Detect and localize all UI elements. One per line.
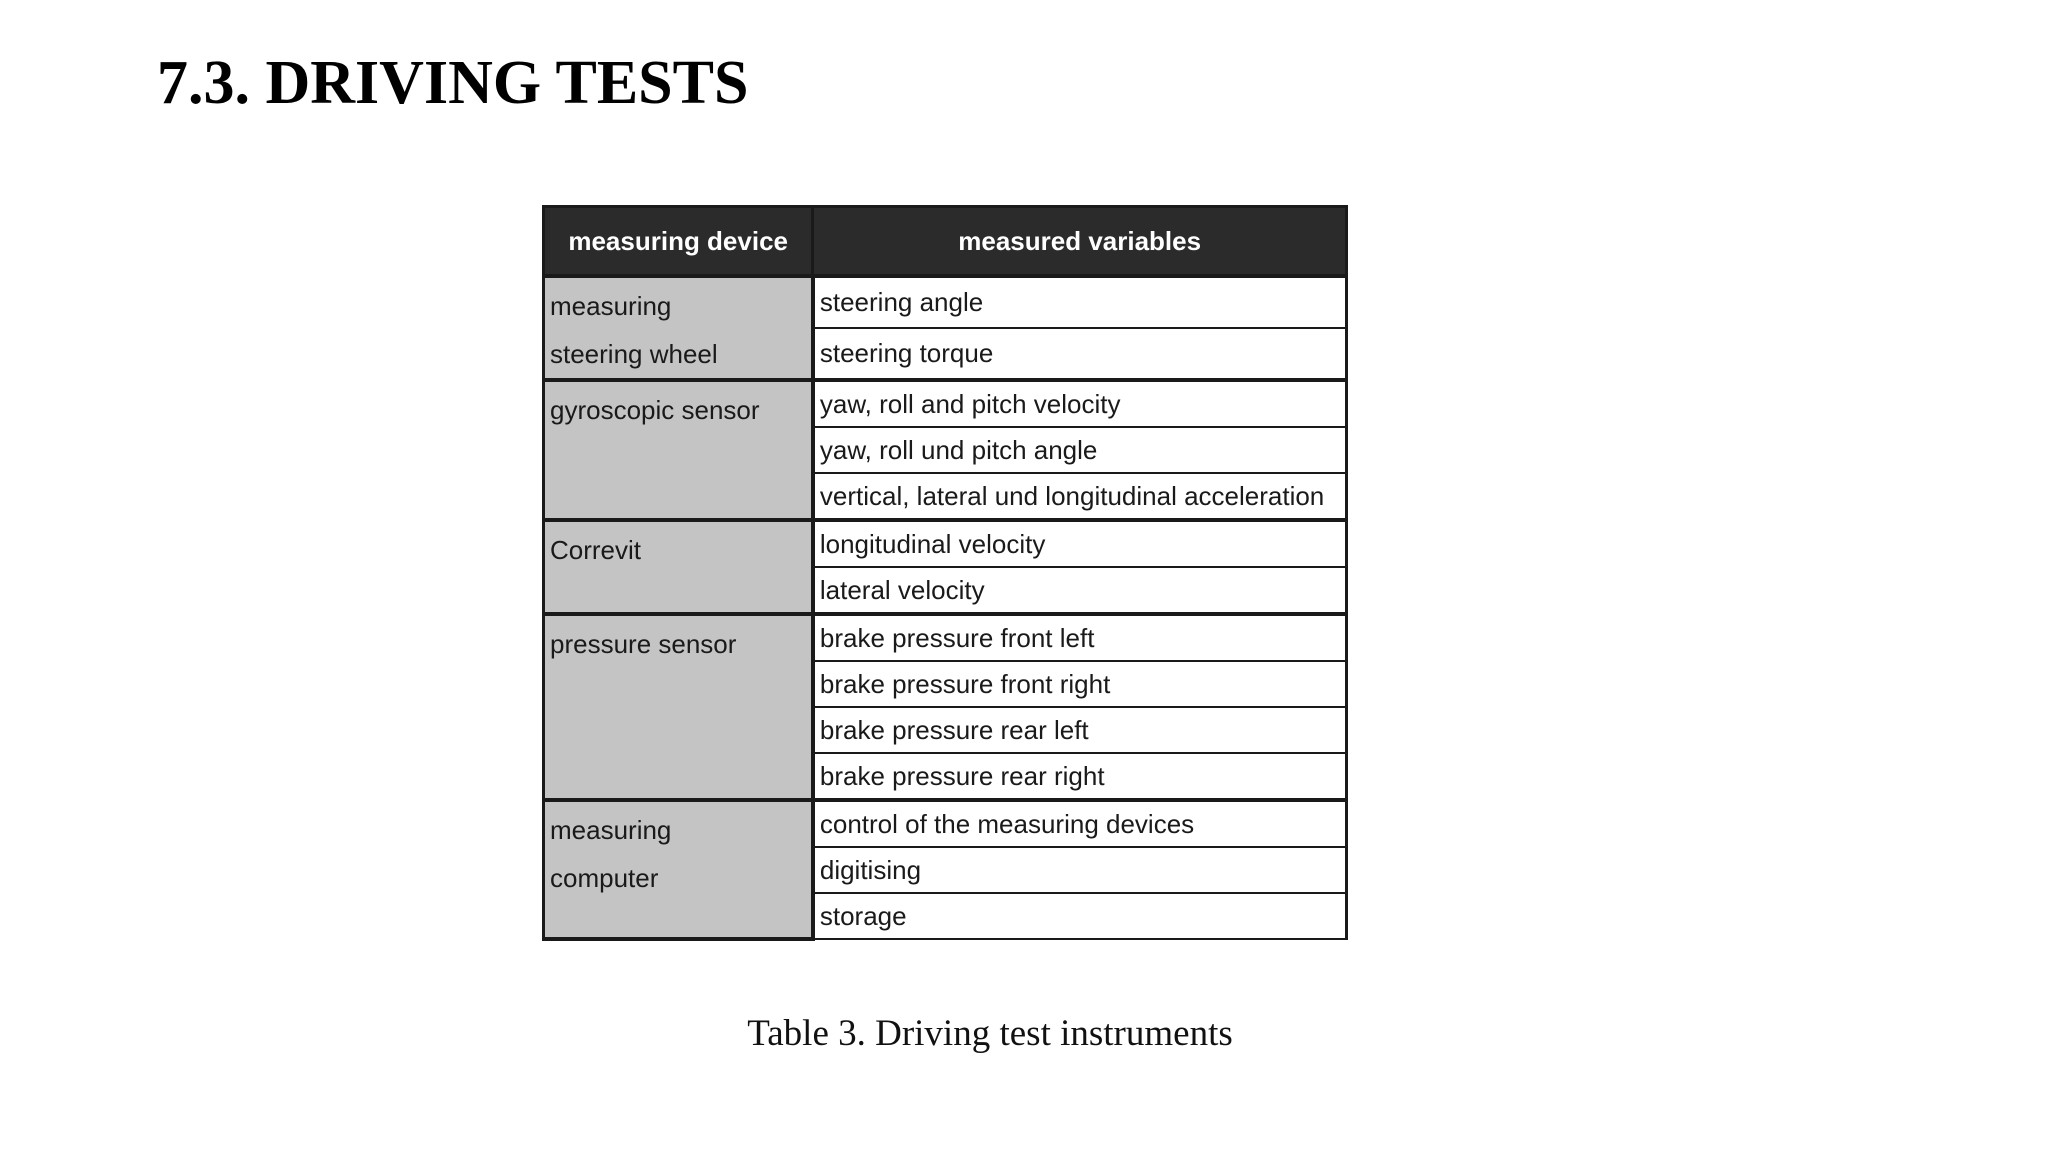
- table-body: [544, 276, 1347, 939]
- table-row: [544, 520, 1347, 567]
- device-name-line: steering wheel: [550, 339, 718, 369]
- variable-cell: steering torque: [813, 328, 1347, 380]
- variable-cell: vertical, lateral und longitudinal acceleration: [813, 473, 1347, 520]
- variable-cell: longitudinal velocity: [813, 520, 1347, 567]
- device-name-line: measuring: [550, 815, 672, 845]
- variable-cell: brake pressure rear left: [813, 707, 1347, 753]
- device-cell: [544, 380, 813, 520]
- table-row: [544, 380, 1347, 427]
- device-cell: [544, 276, 813, 380]
- variable-cell: yaw, roll und pitch angle: [813, 427, 1347, 473]
- device-name-line: gyroscopic sensor: [550, 395, 760, 425]
- variable-cell: control of the measuring devices: [813, 800, 1347, 847]
- table-row: [544, 614, 1347, 661]
- column-header-variables: measured variables: [813, 207, 1347, 277]
- table-header-row: [544, 207, 1347, 277]
- device-cell: [544, 614, 813, 800]
- slide-title: 7.3. DRIVING TESTS: [157, 49, 749, 117]
- table-caption: Table 3. Driving test instruments: [747, 1013, 1233, 1054]
- variable-cell: storage: [813, 893, 1347, 939]
- variable-cell: brake pressure front left: [813, 614, 1347, 661]
- device-name-line: measuring: [550, 291, 672, 321]
- table-container: [542, 205, 1348, 951]
- table-row: [544, 276, 1347, 328]
- variable-cell: lateral velocity: [813, 567, 1347, 614]
- table-row: [544, 800, 1347, 847]
- variable-cell: brake pressure front right: [813, 661, 1347, 707]
- device-name-line: computer: [550, 863, 659, 893]
- instruments-table: [542, 205, 1348, 941]
- variable-cell: steering angle: [813, 276, 1347, 328]
- variable-cell: digitising: [813, 847, 1347, 893]
- variable-cell: yaw, roll and pitch velocity: [813, 380, 1347, 427]
- device-cell: [544, 800, 813, 939]
- device-name-line: Correvit: [550, 535, 642, 565]
- device-name-line: pressure sensor: [550, 629, 737, 659]
- device-cell: [544, 520, 813, 614]
- variable-cell: brake pressure rear right: [813, 753, 1347, 800]
- column-header-device: measuring device: [544, 207, 813, 277]
